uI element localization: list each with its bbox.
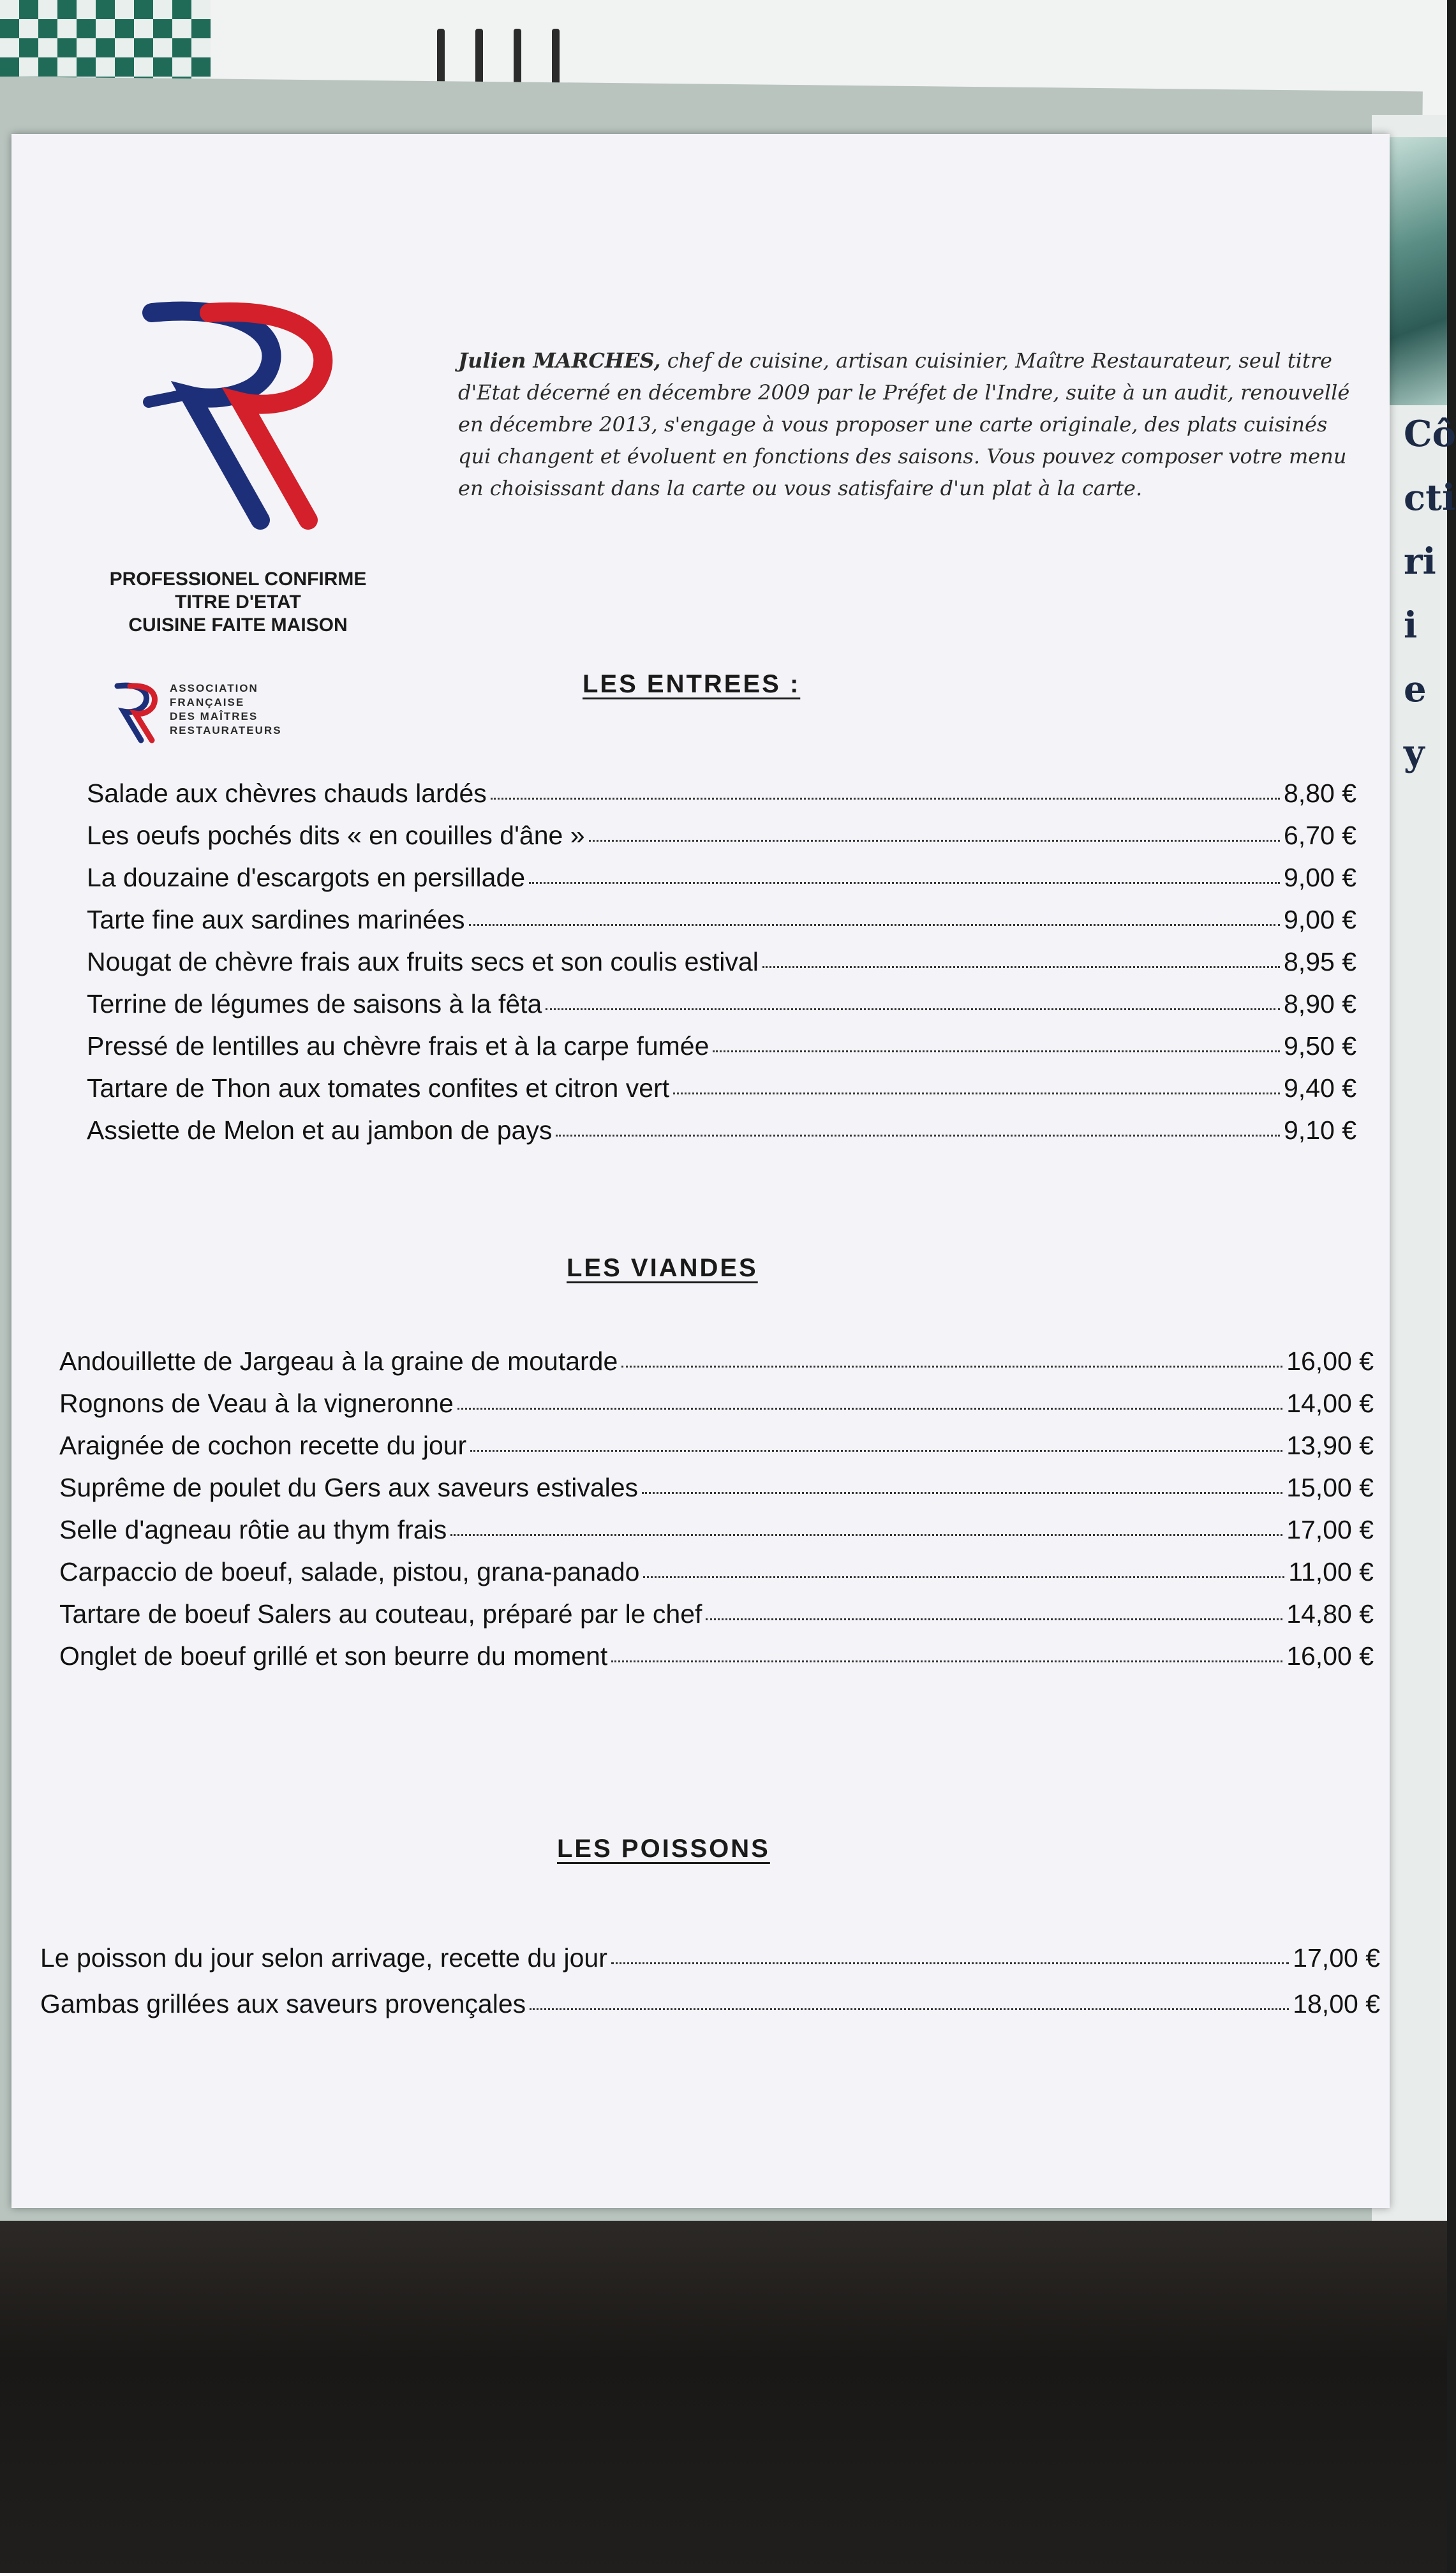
menu-item (59, 1641, 1374, 1683)
dish-price: 9,50 € (1284, 1031, 1356, 1061)
dish-price: 16,00 € (1286, 1346, 1374, 1376)
dish-price: 14,80 € (1286, 1599, 1374, 1629)
menu-item (87, 821, 1356, 863)
association-line: FRANÇAISE (170, 696, 245, 708)
caption-line: TITRE D'ETAT (175, 592, 301, 613)
dish-price: 17,00 € (1293, 1943, 1380, 1973)
entrees-list (87, 779, 1356, 1158)
dot-leader (529, 881, 1280, 884)
adjacent-text-line: y (1404, 732, 1425, 774)
dish-name: Araignée de cochon recette du jour (59, 1431, 467, 1460)
maitre-restaurateur-logo-icon (139, 300, 343, 542)
section-title-viandes: LES VIANDES (567, 1254, 758, 1282)
dot-leader (546, 1008, 1280, 1010)
dot-leader (706, 1618, 1282, 1620)
dish-price: 16,00 € (1286, 1641, 1374, 1671)
dish-price: 15,00 € (1286, 1473, 1374, 1502)
menu-item (87, 1031, 1356, 1073)
dot-leader (611, 1660, 1282, 1662)
dish-name: Le poisson du jour selon arrivage, recette du jour (40, 1943, 607, 1973)
adjacent-text-line: ri (1404, 541, 1436, 583)
dish-name: Salade aux chèvres chauds lardés (87, 779, 487, 808)
association-line: RESTAURATEURS (170, 724, 282, 736)
dish-name: Andouillette de Jargeau à la graine de moutarde (59, 1346, 618, 1376)
dish-name: Pressé de lentilles au chèvre frais et à la carpe fumée (87, 1031, 709, 1061)
menu-item (40, 1989, 1380, 2035)
dish-name: Carpaccio de boeuf, salade, pistou, grana-panado (59, 1557, 640, 1586)
menu-item (87, 947, 1356, 989)
dot-leader (713, 1050, 1280, 1052)
dot-leader (556, 1134, 1280, 1137)
dish-price: 18,00 € (1293, 1989, 1380, 2018)
dish-price: 11,00 € (1288, 1557, 1374, 1586)
dish-name: Tartare de Thon aux tomates confites et citron vert (87, 1073, 670, 1103)
dot-leader (621, 1365, 1282, 1368)
dish-price: 14,00 € (1286, 1389, 1374, 1418)
dish-name: Suprême de poulet du Gers aux saveurs estivales (59, 1473, 639, 1502)
menu-item (59, 1473, 1374, 1515)
dish-price: 9,00 € (1284, 863, 1356, 892)
menu-item (59, 1599, 1374, 1641)
dish-price: 13,90 € (1286, 1431, 1374, 1460)
viandes-list (59, 1346, 1374, 1683)
dish-name: Rognons de Veau à la vigneronne (59, 1389, 454, 1418)
logo-caption (88, 568, 388, 637)
menu-item (87, 779, 1356, 821)
dish-name: Terrine de légumes de saisons à la fêta (87, 989, 542, 1018)
adjacent-page-photo (1385, 137, 1447, 405)
dot-leader (530, 2008, 1289, 2010)
section-title-poissons: LES POISSONS (557, 1835, 770, 1863)
dish-price: 8,80 € (1284, 779, 1356, 808)
dish-name: Selle d'agneau rôtie au thym frais (59, 1515, 447, 1544)
menu-item (87, 1115, 1356, 1158)
dish-name: Onglet de boeuf grillé et son beurre du moment (59, 1641, 608, 1671)
dish-price: 9,40 € (1284, 1073, 1356, 1103)
section-title-entrees: LES ENTREES : (583, 670, 801, 698)
dish-name: Gambas grillées aux saveurs provençales (40, 1989, 526, 2018)
dish-name: Nougat de chèvre frais aux fruits secs et son coulis estival (87, 947, 759, 976)
dish-price: 9,10 € (1284, 1115, 1356, 1145)
caption-line: PROFESSIONEL CONFIRME (109, 569, 367, 590)
dish-price: 17,00 € (1286, 1515, 1374, 1544)
dot-leader (470, 1449, 1282, 1452)
adjacent-text-line: e (1404, 668, 1427, 710)
menu-item (59, 1557, 1374, 1599)
dot-leader (643, 1576, 1284, 1578)
menu-item (87, 863, 1356, 905)
dot-leader (457, 1407, 1282, 1410)
adjacent-text-line: Cô (1404, 413, 1456, 455)
menu-item (40, 1943, 1380, 1989)
adjacent-text-line: cti (1404, 477, 1456, 519)
adjacent-page-text (1404, 402, 1456, 785)
caption-line: CUISINE FAITE MAISON (128, 615, 348, 636)
menu-item (59, 1515, 1374, 1557)
menu-item (59, 1431, 1374, 1473)
association-line: DES MAÎTRES (170, 710, 258, 722)
dot-leader (450, 1533, 1282, 1536)
menu-item (59, 1346, 1374, 1389)
dot-leader (491, 797, 1280, 800)
dish-name: Tarte fine aux sardines marinées (87, 905, 465, 934)
dot-leader (673, 1092, 1280, 1094)
menu-item (59, 1389, 1374, 1431)
adjacent-text-line: i (1404, 604, 1418, 646)
association-name (170, 682, 282, 738)
dot-leader (589, 839, 1280, 842)
dot-leader (642, 1491, 1282, 1494)
dot-leader (469, 923, 1280, 926)
dish-name: La douzaine d'escargots en persillade (87, 863, 526, 892)
dish-price: 8,90 € (1284, 989, 1356, 1018)
menu-item (87, 905, 1356, 947)
dark-table-surface (0, 2221, 1447, 2573)
dish-price: 9,00 € (1284, 905, 1356, 934)
dish-price: 6,70 € (1284, 821, 1356, 850)
intro-text: chef de cuisine, artisan cuisinier, Maître Restaurateur, seul titre d'Etat décerné en décembre 2009 par le Préfet de l'Indre, suite à un audit, renouvellé en décembre 2013, s'engage à vous proposer une carte originale, des plats cuisinés qui changent et évoluent en fonctions des saisons. Vous pouvez composer votre menu en choisissant dans la carte ou vous satisfaire d'un plat à la carte. (458, 348, 1350, 500)
menu-item (87, 1073, 1356, 1115)
chef-introduction (458, 345, 1364, 504)
association-logo-icon (112, 680, 157, 747)
poissons-list (40, 1943, 1380, 2035)
dish-name: Tartare de boeuf Salers au couteau, préparé par le chef (59, 1599, 702, 1629)
dot-leader (611, 1962, 1289, 1964)
dot-leader (762, 966, 1280, 968)
menu-item (87, 989, 1356, 1031)
dish-name: Assiette de Melon et au jambon de pays (87, 1115, 553, 1145)
menu-sheet (11, 134, 1390, 2208)
dish-price: 8,95 € (1284, 947, 1356, 976)
dish-name: Les oeufs pochés dits « en couilles d'âne » (87, 821, 585, 850)
association-line: ASSOCIATION (170, 682, 258, 694)
chef-name: Julien MARCHES, (458, 348, 661, 373)
